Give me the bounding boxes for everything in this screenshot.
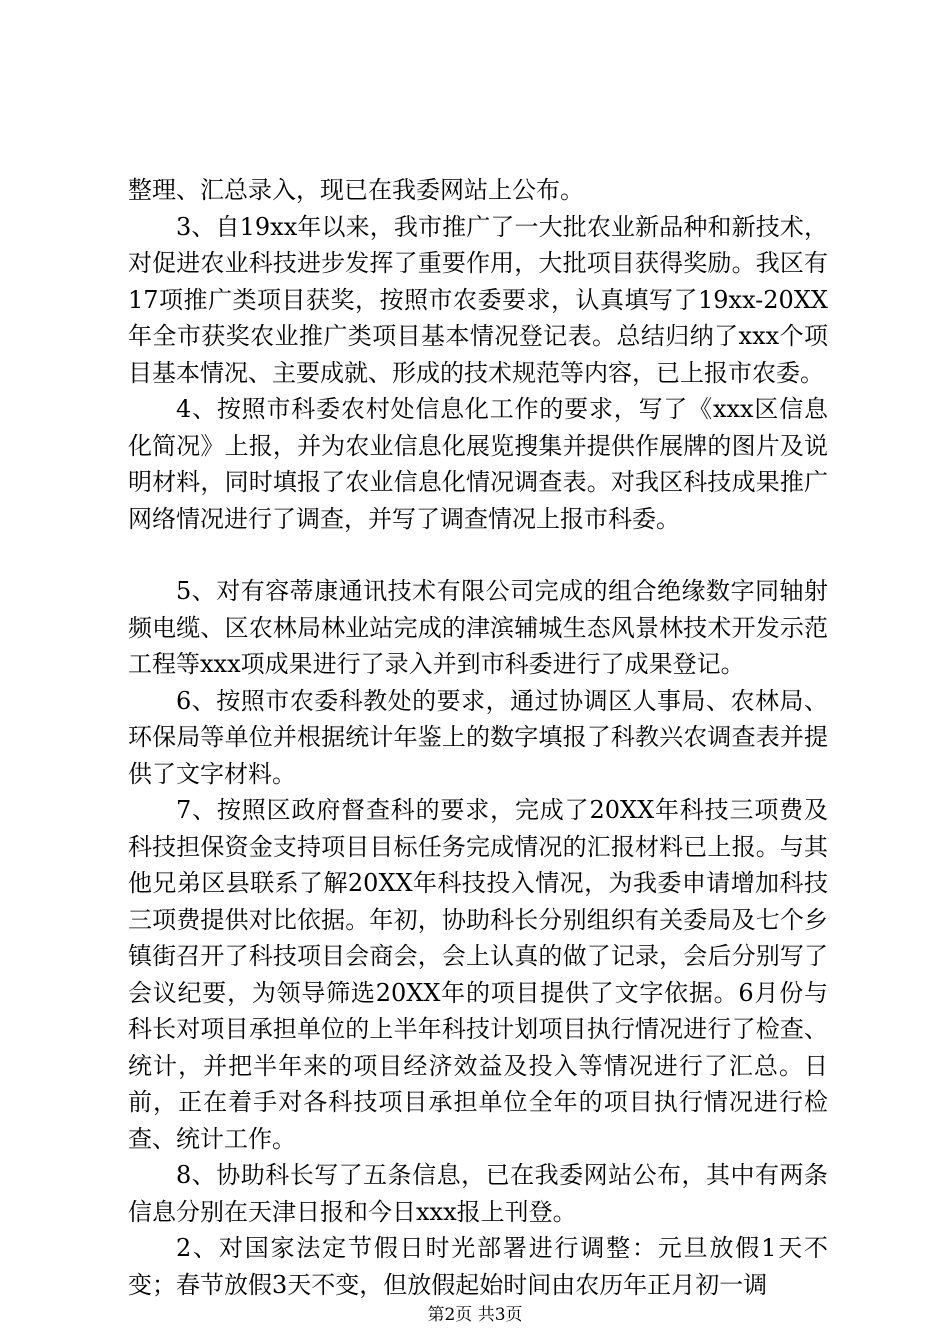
page-number-footer: 第2页 共3页 <box>427 1305 523 1325</box>
paragraph-item-4: 4、按照市科委农村处信息化工作的要求，写了《xxx区信息化简况》上报，并为农业信息化展览搜集并提供作展牌的图片及说明材料，同时填报了农业信息化情况调查表。对我区科技成果推广网络情况进行了调查，并写了调查情况上报市科委。 <box>128 395 828 533</box>
paragraph-item-5: 5、对有容蒂康通讯技术有限公司完成的组合绝缘数字同轴射频电缆、区农林局林业站完成的津滨辅城生态风景林技术开发示范工程等xxx项成果进行了录入并到市科委进行了成果登记。 <box>128 577 828 678</box>
paragraph-item-7: 7、按照区政府督查科的要求，完成了20XX年科技三项费及科技担保资金支持项目目标任务完成情况的汇报材料已上报。与其他兄弟区县联系了解20XX年科技投入情况，为我委申请增加科技三项费提供对比依据。年初，协助科长分别组织有关委局及七个乡镇街召开了科技项目会商会，会上认真的做了记录，会后分别写了会议纪要，为领导筛选20XX年的项目提供了文字依据。6月份与科长对项目承担单位的上半年科技计划项目执行情况进行了检查、统计，并把半年来的项目经济效益及投入等情况进行了汇总。日前，正在着手对各科技项目承担单位全年的项目执行情况进行检查、统计工作。 <box>128 796 828 1153</box>
paragraph-continuation: 整理、汇总录入，现已在我委网站上公布。 <box>128 176 584 204</box>
document-body <box>128 172 828 1303</box>
paragraph-item-6: 6、按照市农委科教处的要求，通过协调区人事局、农林局、环保局等单位并根据统计年鉴上的数字填报了科教兴农调查表并提供了文字材料。 <box>128 686 828 788</box>
paragraph-item-2-holiday: 2、对国家法定节假日时光部署进行调整：元旦放假1天不变；春节放假3天不变，但放假起始时间由农历年正月初一调 <box>128 1234 828 1299</box>
paragraph-item-8: 8、协助科长写了五条信息，已在我委网站公布，其中有两条信息分别在天津日报和今日xxx报上刊登。 <box>128 1161 828 1226</box>
paragraph-item-3: 3、自19xx年以来，我市推广了一大批农业新品种和新技术，对促进农业科技进步发挥了重要作用，大批项目获得奖励。我区有17项推广类项目获奖，按照市农委要求，认真填写了19xx-20XX年全市获奖农业推广类项目基本情况登记表。总结归纳了xxx个项目基本情况、主要成就、形成的技术规范等内容，已上报市农委。 <box>128 212 828 387</box>
